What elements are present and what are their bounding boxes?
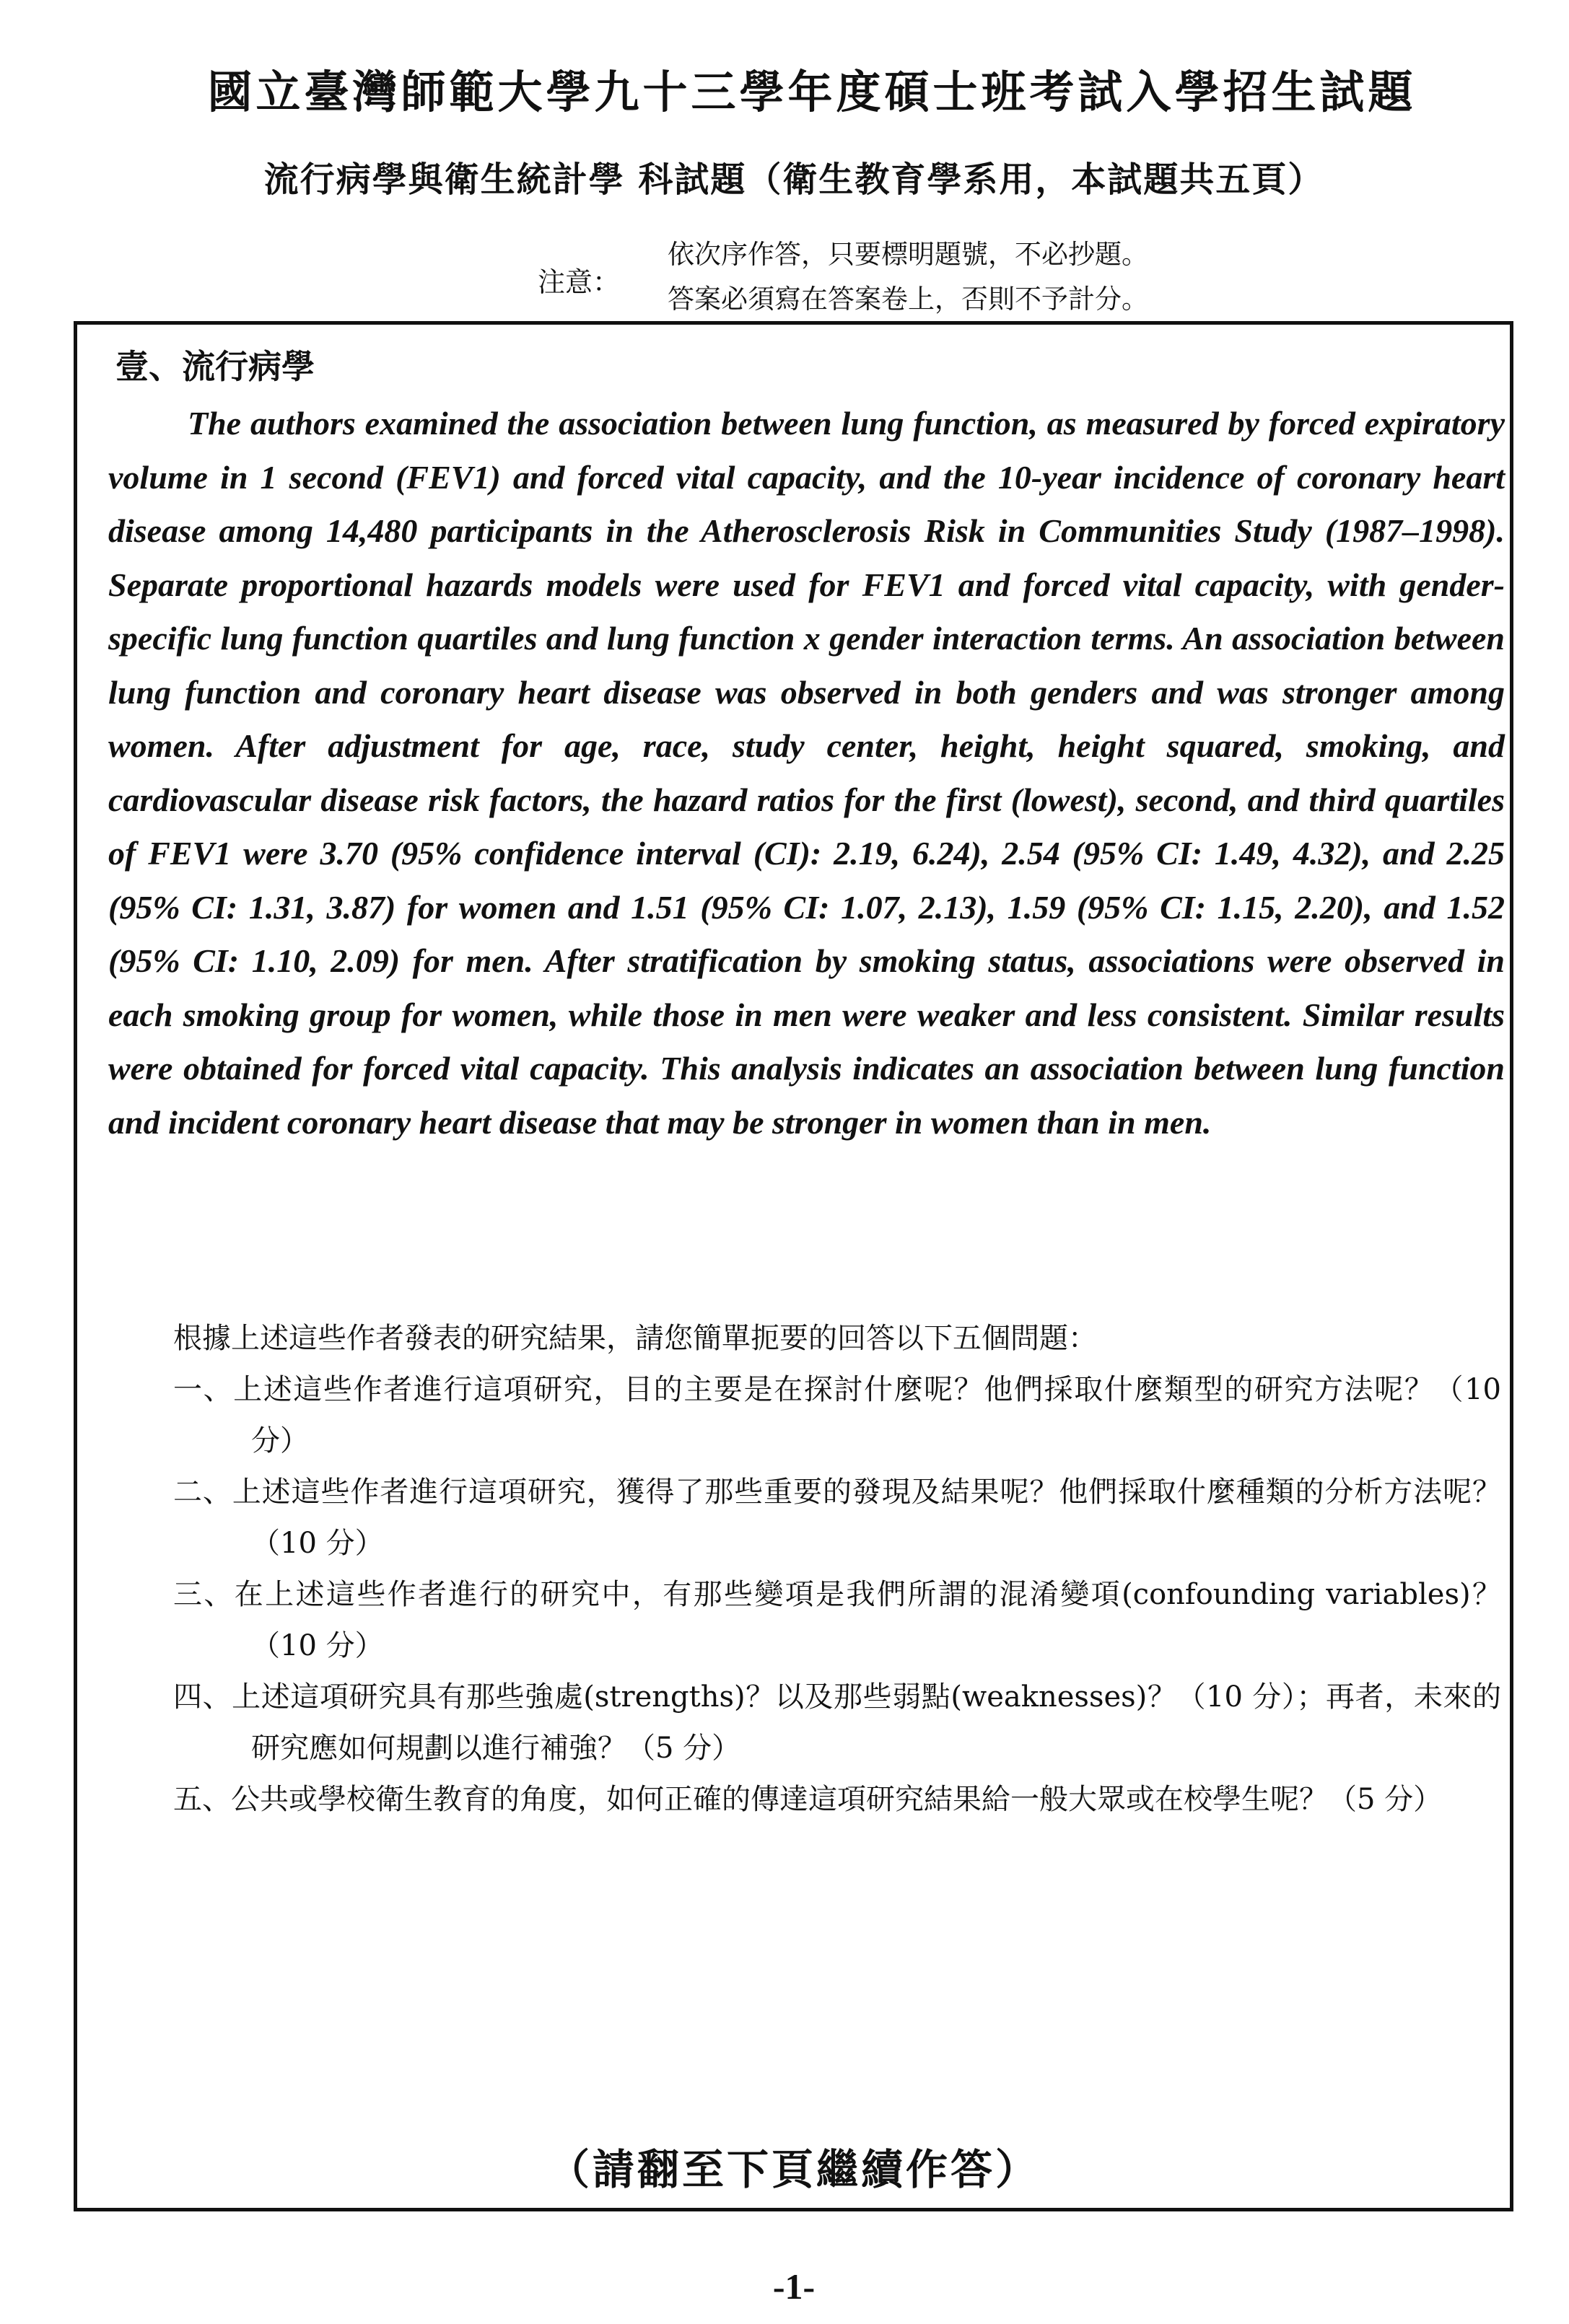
exam-title: 國立臺灣師範大學九十三學年度碩士班考試入學招生試題 — [207, 66, 1417, 118]
question-item-4: 四、上述這項研究具有那些強處(strengths)？以及那些弱點(weaknesses)？（10 分）；再者，未來的研究應如何規劃以進行補強？（5 分） — [173, 1680, 1501, 1765]
question-item-1: 一、上述這些作者進行這項研究，目的主要是在探討什麼呢？他們採取什麼類型的研究方法呢？（10 分） — [173, 1373, 1501, 1457]
notice-block — [668, 232, 1148, 322]
exam-subtitle: 流行病學與衛生統計學 科試題（衛生教育學系用，本試題共五頁） — [263, 159, 1324, 200]
notice-line-1: 依次序作答，只要標明題號，不必抄題。 — [668, 239, 1148, 270]
question-item-5: 五、公共或學校衛生教育的角度，如何正確的傳達這項研究結果給一般大眾或在校學生呢？（5 分） — [173, 1783, 1443, 1816]
question-item-2: 二、上述這些作者進行這項研究，獲得了那些重要的發現及結果呢？他們採取什麼種類的分析方法呢？（10 分） — [173, 1475, 1501, 1560]
section-heading: 壹、流行病學 — [115, 347, 315, 386]
continue-note: （請翻至下頁繼續作答） — [547, 2145, 1040, 2194]
abstract-paragraph: The authors examined the association between lung function, as measured by forced expiratory volume in 1 second (FEV1) and forced vital capacity, and the 10-year incidence of coronary heart disease among 14,480 participants in the Atherosclerosis Risk in Communities Study (1987–1998). Separate proportional hazards models were used for FEV1 and forced vital capacity, with gender-specific lung function quartiles and lung function x gender interaction terms. An association between lung function and coronary heart disease was observed in both genders and was stronger among women. After adjustment for age, race, study center, height, height squared, smoking, and cardiovascular disease risk factors, the hazard ratios for the first (lowest), second, and third quartiles of FEV1 were 3.70 (95% confidence interval (CI): 2.19, 6.24), 2.54 (95% CI: 1.49, 4.32), and 2.25 (95% CI: 1.31, 3.87) for women and 1.51 (95% CI: 1.07, 2.13), 1.59 (95% CI: 1.15, 2.20), and 1.52 (95% CI: 1.10, 2.09) for men. After stratification by smoking status, associations were observed in each smoking group for women, while those in men were weaker and less consistent. Similar results were obtained for forced vital capacity. This analysis indicates an association between lung function and incident coronary heart disease that may be stronger in women than in men. — [108, 405, 1505, 1141]
question-list — [173, 1313, 1501, 1825]
questions-intro: 根據上述這些作者發表的研究結果，請您簡單扼要的回答以下五個問題： — [173, 1322, 1097, 1355]
page-number: -1- — [772, 2266, 816, 2307]
question-item-3: 三、在上述這些作者進行的研究中，有那些變項是我們所謂的混淆變項(confounding variables)？（10 分） — [173, 1578, 1501, 1662]
notice-label: 注意： — [538, 266, 621, 298]
notice-line-2: 答案必須寫在答案卷上，否則不予計分。 — [668, 284, 1148, 315]
